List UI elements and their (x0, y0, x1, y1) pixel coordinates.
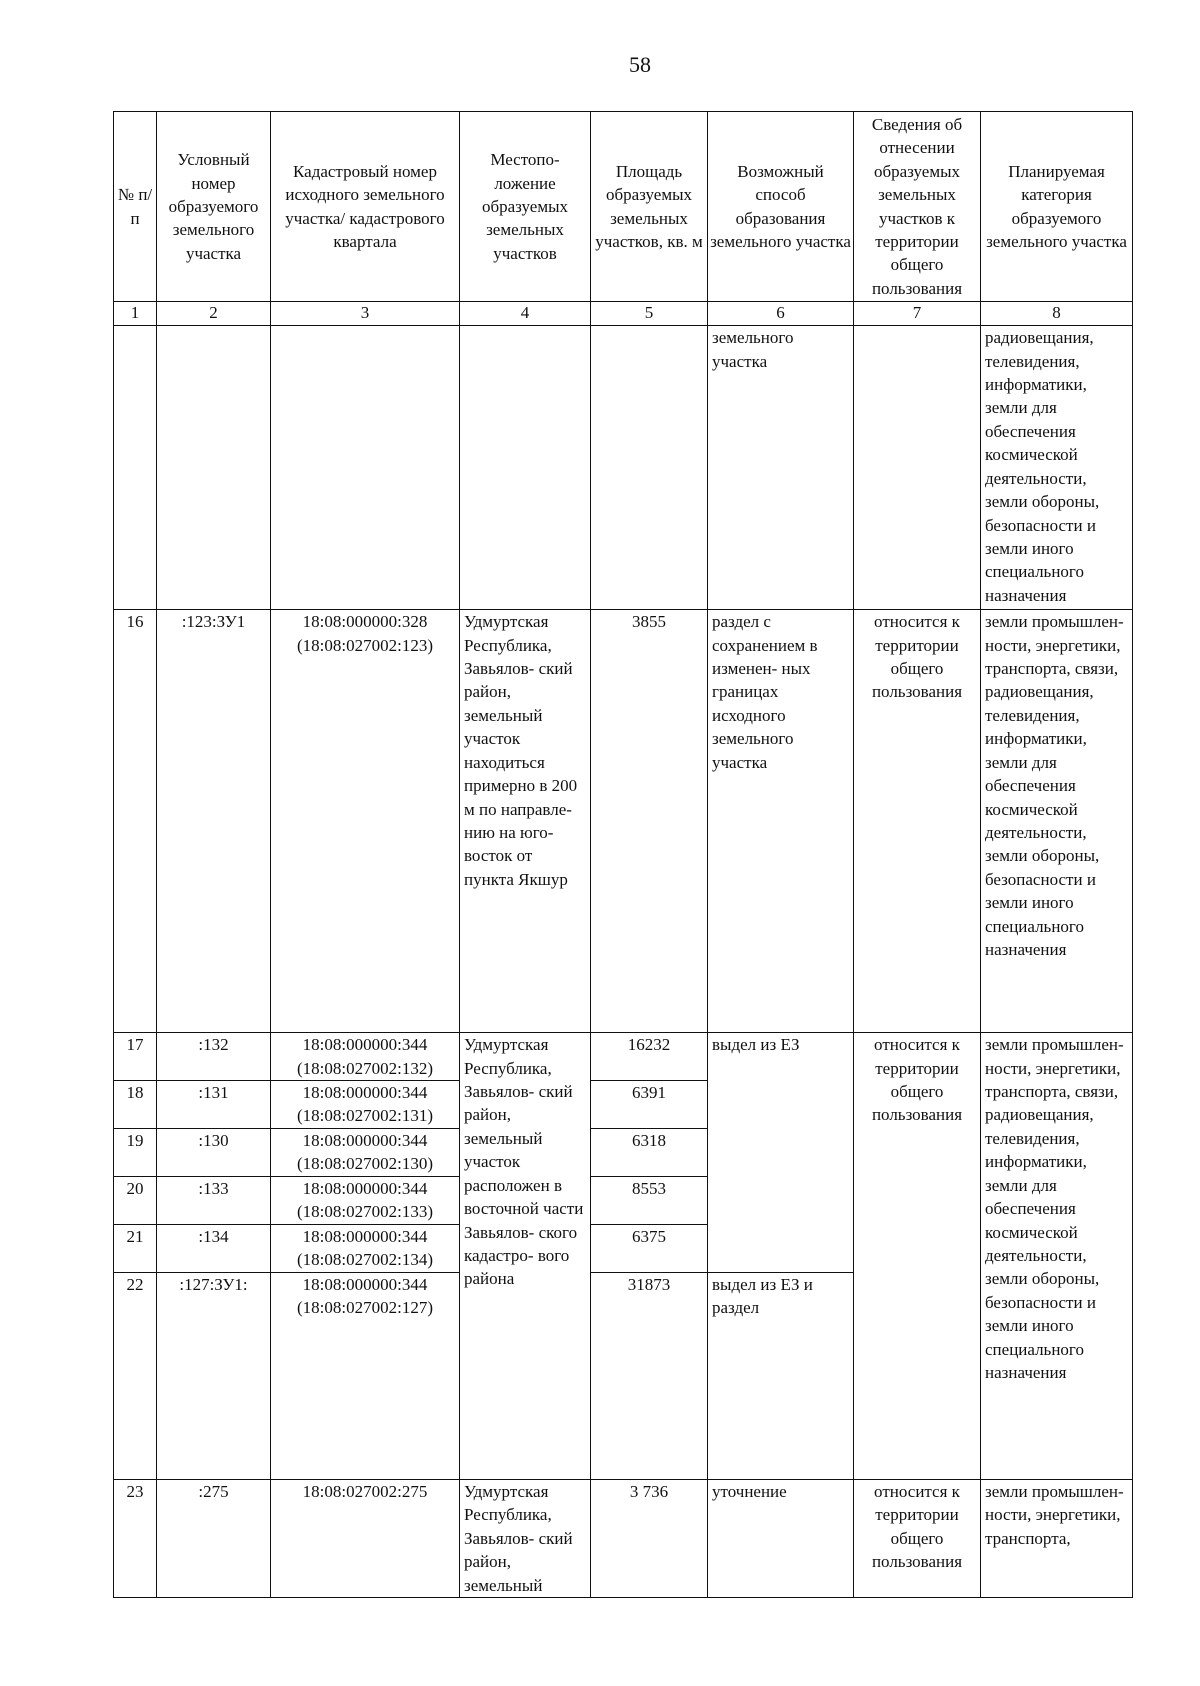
formation-method-cell: земельного участка (708, 326, 854, 610)
cadastral-number-cell: 18:08:000000:344 (18:08:027002:127) (271, 1272, 460, 1479)
cadastral-number-cell: 18:08:000000:328 (18:08:027002:123) (271, 610, 460, 1033)
location-cell: Удмуртская Республика, Завьялов- ский район, земельный участок расположен в восточной части Завьялов- ского кадастро- вого района (460, 1033, 591, 1480)
row-number-cell: 22 (114, 1272, 157, 1479)
header-area: Площадь образуемых земельных участков, кв. м (591, 112, 708, 302)
cadastral-number-cell: 18:08:000000:344 (18:08:027002:132) (271, 1033, 460, 1081)
formation-method-cell: уточнение (708, 1479, 854, 1597)
area-cell: 3 736 (591, 1479, 708, 1597)
table-row (114, 1479, 1133, 1597)
row-number-cell: 19 (114, 1128, 157, 1176)
conditional-number-cell: :131 (157, 1081, 271, 1129)
empty-cell (854, 326, 981, 610)
row-number-cell: 18 (114, 1081, 157, 1129)
location-cell: Удмуртская Республика, Завьялов- ский район, земельный (460, 1479, 591, 1597)
column-number: 3 (271, 302, 460, 326)
conditional-number-cell: :275 (157, 1479, 271, 1597)
category-cell: земли промышлен- ности, энергетики, транспорта, связи, радиовещания, телевидения, информатики, земли для обеспечения космической деятельности, земли обороны, безопасности и земли иного специального назначения (981, 610, 1133, 1033)
conditional-number-cell: :134 (157, 1224, 271, 1272)
formation-method-cell: выдел из ЕЗ и раздел (708, 1272, 854, 1479)
header-number: № п/п (114, 112, 157, 302)
column-number: 6 (708, 302, 854, 326)
formation-method-cell: выдел из ЕЗ (708, 1033, 854, 1273)
cadastral-number-cell: 18:08:027002:275 (271, 1479, 460, 1597)
empty-cell (271, 326, 460, 610)
row-number-cell: 21 (114, 1224, 157, 1272)
category-cell: радиовещания, телевидения, информатики, земли для обеспечения космической деятельности, земли обороны, безопасности и земли иного специального назначения (981, 326, 1133, 610)
header-category: Планируемая категория образуемого земельного участка (981, 112, 1133, 302)
column-number: 7 (854, 302, 981, 326)
conditional-number-cell: :123:ЗУ1 (157, 610, 271, 1033)
column-number: 2 (157, 302, 271, 326)
area-cell: 6318 (591, 1128, 708, 1176)
column-numbers-row (114, 302, 1133, 326)
area-cell: 31873 (591, 1272, 708, 1479)
empty-cell (114, 326, 157, 610)
empty-cell (591, 326, 708, 610)
public-use-cell: относится к территории общего пользования (854, 1479, 981, 1597)
continuation-row (114, 326, 1133, 610)
cadastral-number-cell: 18:08:000000:344 (18:08:027002:130) (271, 1128, 460, 1176)
conditional-number-cell: :130 (157, 1128, 271, 1176)
public-use-cell: относится к территории общего пользования (854, 610, 981, 1033)
empty-cell (157, 326, 271, 610)
column-number: 5 (591, 302, 708, 326)
column-number: 1 (114, 302, 157, 326)
location-cell: Удмуртская Республика, Завьялов- ский район, земельный участок находиться примерно в 200 м по направле- нию на юго- восток от пункта Якшур (460, 610, 591, 1033)
area-cell: 6391 (591, 1081, 708, 1129)
cadastral-number-cell: 18:08:000000:344 (18:08:027002:133) (271, 1176, 460, 1224)
cadastral-number-cell: 18:08:000000:344 (18:08:027002:131) (271, 1081, 460, 1129)
row-number-cell: 17 (114, 1033, 157, 1081)
cadastral-number-cell: 18:08:000000:344 (18:08:027002:134) (271, 1224, 460, 1272)
row-number-cell: 16 (114, 610, 157, 1033)
area-cell: 16232 (591, 1033, 708, 1081)
area-cell: 6375 (591, 1224, 708, 1272)
conditional-number-cell: :127:ЗУ1: (157, 1272, 271, 1479)
row-number-cell: 20 (114, 1176, 157, 1224)
conditional-number-cell: :133 (157, 1176, 271, 1224)
category-cell: земли промышлен- ности, энергетики, транспорта, связи, радиовещания, телевидения, информатики, земли для обеспечения космической деятельности, земли обороны, безопасности и земли иного специального назначения (981, 1033, 1133, 1480)
formation-method-cell: раздел с сохранением в изменен- ных границах исходного земельного участка (708, 610, 854, 1033)
header-location: Местопо- ложение образуемых земельных участков (460, 112, 591, 302)
table-row (114, 1033, 1133, 1081)
header-conditional-number: Условный номер образуемого земельного участка (157, 112, 271, 302)
page-number: 58 (629, 52, 651, 77)
column-number: 4 (460, 302, 591, 326)
conditional-number-cell: :132 (157, 1033, 271, 1081)
header-formation-method: Возможный способ образования земельного участка (708, 112, 854, 302)
column-number: 8 (981, 302, 1133, 326)
header-row (114, 112, 1133, 302)
area-cell: 3855 (591, 610, 708, 1033)
header-public-use: Сведения об отнесении образуемых земельных участков к территории общего пользования (854, 112, 981, 302)
category-cell: земли промышлен- ности, энергетики, транспорта, (981, 1479, 1133, 1597)
empty-cell (460, 326, 591, 610)
header-cadastral-number: Кадастровый номер исходного земельного участка/ кадастрового квартала (271, 112, 460, 302)
area-cell: 8553 (591, 1176, 708, 1224)
land-plots-table (113, 111, 1133, 1598)
row-number-cell: 23 (114, 1479, 157, 1597)
public-use-cell: относится к территории общего пользования (854, 1033, 981, 1480)
table-row (114, 610, 1133, 1033)
